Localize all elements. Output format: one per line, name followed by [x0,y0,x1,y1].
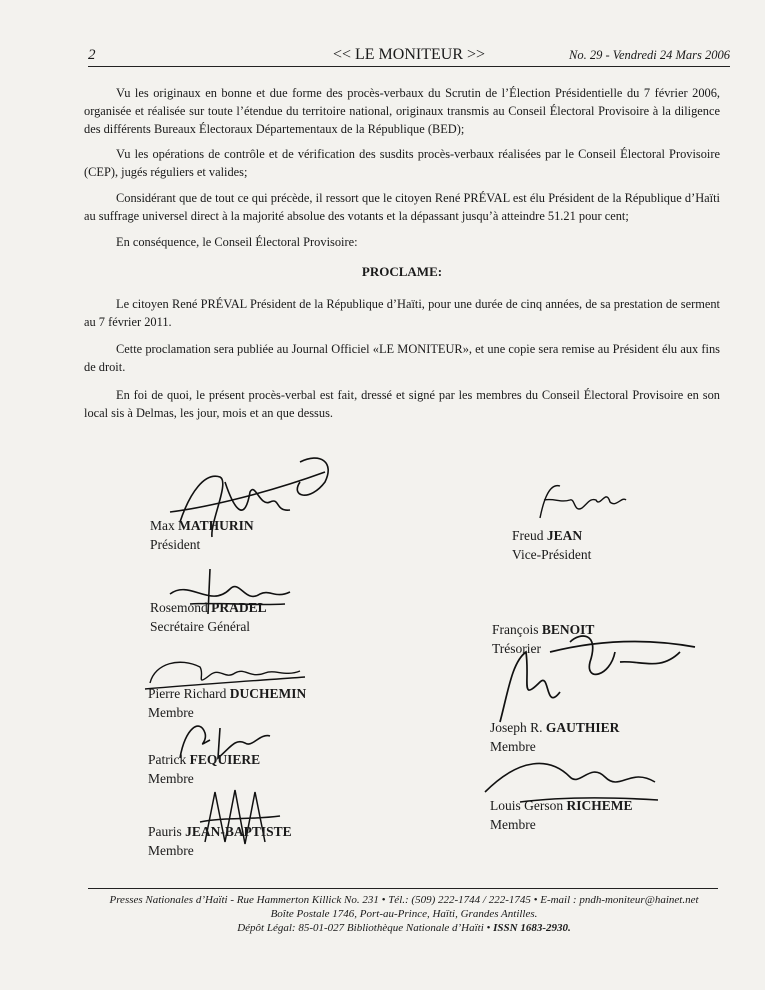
signatory-role: Membre [148,705,194,720]
signatory-first-name: Pauris [148,824,182,839]
signatory-first-name: Freud [512,528,544,543]
journal-title: << LE MONITEUR >> [332,46,486,63]
signatory-last-name: PRADEL [211,600,267,615]
paragraph-7: En foi de quoi, le présent procès-verbal est fait, dressé et signé par les membres du Conseil Électoral Provisoire en son local sis à Delmas, les jour, mois et an que dessus. [84,388,720,420]
paragraph-3: Considérant que de tout ce qui précède, il ressort que le citoyen René PRÉVAL est élu Président de la République d’Haïti au suffrage universel direct à la majorité absolue des votants et la dépassant jusqu’à atteindre 51.21 pour cent; [84,191,720,223]
signatory-role: Membre [490,739,536,754]
signatory-role: Membre [148,771,194,786]
signatory-pradel [150,598,267,636]
paragraph-1: Vu les originaux en bonne et due forme des procès-verbaux du Scrutin de l’Élection Présidentielle du 7 février 2006, organisée et réalisée sur toute l’étendue du territoire national, originaux transmis au Conseil Électoral Provisoire à la diligence des différents Bureaux Électoraux Départementaux de la République (BED); [84,86,720,136]
signatory-last-name: BENOIT [541,622,595,637]
signatory-duchemin [148,684,306,722]
issue-date: No. 29 - Vendredi 24 Mars 2006 [569,48,730,62]
signatory-role: Secrétaire Général [150,619,251,634]
signatory-first-name: Max [150,518,175,533]
signatory-first-name: Patrick [148,752,187,767]
signatory-fequiere [148,750,260,788]
footer-line-1: Presses Nationales d’Haïti - Rue Hammerton Killick No. 231 • Tél.: (509) 222-1744 / 222-1745 • E-mail : pndh-moniteur@hainet.net [109,894,699,906]
proclame-heading: PROCLAME: [361,264,443,279]
signatory-first-name: Pierre Richard [148,686,227,701]
signatory-last-name: FEQUIERE [189,752,261,767]
signatory-jean-baptiste [148,822,292,860]
footer-rule [88,888,718,889]
signatory-role: Membre [148,843,194,858]
page-header [88,44,730,67]
paragraph-4: En conséquence, le Conseil Électoral Provisoire: [116,235,358,249]
page-footer [84,893,724,935]
signatory-last-name: MATHURIN [178,518,254,533]
signatory-last-name: DUCHEMIN [229,686,307,701]
page-number: 2 [88,47,96,63]
signatory-role: Membre [490,817,536,832]
signatory-last-name: JEAN-BAPTISTE [185,824,292,839]
signatory-jean [512,526,591,564]
paragraph-5: Le citoyen René PRÉVAL Président de la République d’Haïti, pour une durée de cinq années, de sa prestation de serment au 7 février 2011. [84,297,720,329]
signatory-first-name: Rosemond [150,600,208,615]
signatory-benoit [492,620,594,658]
footer-line-3 [84,921,724,935]
footer-issn: ISSN 1683-2930. [493,922,571,934]
signatory-first-name: François [492,622,539,637]
signatory-mathurin [150,516,254,554]
signatory-role: Président [150,537,201,552]
signatory-gauthier [490,718,619,756]
paragraph-6: Cette proclamation sera publiée au Journal Officiel «LE MONITEUR», et une copie sera remise au Président élu aux fins de droit. [84,342,720,374]
signature-jean [530,478,630,526]
signatory-role: Vice-Président [512,547,592,562]
footer-legal-deposit: Dépôt Légal: 85-01-027 Bibliothèque Nationale d’Haïti • [237,922,494,934]
signatory-first-name: Louis Gerson [490,798,564,813]
signatory-last-name: JEAN [546,528,583,543]
signatory-first-name: Joseph R. [490,720,543,735]
signatory-last-name: RICHEME [566,798,633,813]
signatory-role: Trésorier [492,641,541,656]
paragraph-2: Vu les opérations de contrôle et de vérification des susdits procès-verbaux réalisées par le Conseil Électoral Provisoire (CEP), jugés réguliers et valides; [84,147,720,179]
signatory-richeme [490,796,633,834]
footer-line-2: Boîte Postale 1746, Port-au-Prince, Haïti, Grandes Antilles. [270,908,538,920]
signatory-last-name: GAUTHIER [545,720,620,735]
